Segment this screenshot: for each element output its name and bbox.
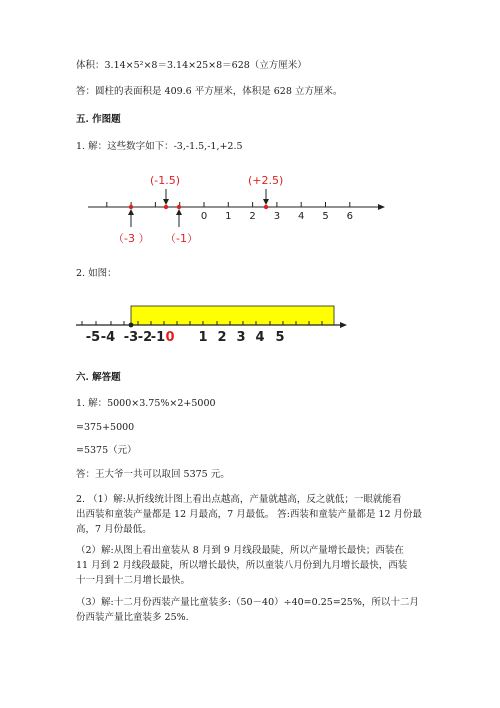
fig2-tick-label: -5 <box>85 330 101 345</box>
answer-1-line-2: =375+5000 <box>76 422 135 433</box>
answer-2-1-line-2: 出西装和童装产量都是 12 月最高，7 月最低。 答:西装和童装产量都是 12 月份最 <box>76 509 423 520</box>
answer-2-3-line-1: （3）解:十二月份西装产量比童装多:（50－40）÷40=0.25=25%，所以十二月 <box>76 597 419 608</box>
fig1-tick-label: 4 <box>298 211 305 222</box>
section-6-heading: 六. 解答题 <box>76 372 121 383</box>
answer-2-1-line-1: 2. （1）解:从折线统计图上看出点越高，产量就越高，反之就低；一眼就能看 <box>76 494 402 505</box>
fig2-tick-label: 5 <box>275 330 285 345</box>
fig2-tick-label: 0 <box>165 330 175 345</box>
label-pos2-5: (+2.5) <box>248 174 284 187</box>
answer-2-3-line-2: 份西装产量比童装多 25%. <box>76 612 189 623</box>
answer-1-line-3: =5375（元） <box>76 445 137 456</box>
answer-1-line-4: 答：王大爷一共可以取回 5375 元。 <box>76 469 230 480</box>
question-2-line: 2. 如图： <box>76 268 117 279</box>
answer-1-line-1: 1. 解：5000×3.75%×2+5000 <box>76 398 216 409</box>
fig2-tick-label: -4 <box>100 330 116 345</box>
bar-start-point <box>129 323 134 328</box>
fig1-tick-label: 2 <box>249 211 256 222</box>
fig2-tick-label: -1 <box>150 330 166 345</box>
fig1-tick-label: 3 <box>273 211 281 222</box>
section-5-heading: 五. 作图题 <box>76 114 121 125</box>
answer-line: 答：圆柱的表面积是 409.6 平方厘米，体积是 628 立方厘米。 <box>76 86 343 97</box>
answer-2-1-line-3: 高，7 月份最低。 <box>76 524 152 535</box>
fig2-tick-label: -3 <box>123 330 139 345</box>
answer-2-2-line-3: 十一月到十二月增长最快。 <box>76 575 191 586</box>
fig2-tick-label: 3 <box>236 330 246 345</box>
fig2-tick-label: 1 <box>198 330 208 345</box>
highlight-bar <box>131 306 334 325</box>
answer-2-2-line-2: 11 月到 2 月线段最陡，所以增长最快，所以童装八月份到九月增长最快，西装 <box>76 560 408 571</box>
fig2-tick-label: 4 <box>255 330 265 345</box>
fig1-tick-label: 0 <box>200 211 208 222</box>
question-1-line: 1. 解：这些数字如下：-3,-1.5,-1,+2.5 <box>76 141 243 152</box>
label-neg1-5: (-1.5) <box>150 174 181 187</box>
answer-2-2-line-1: （2）解:从图上看出童装从 8 月到 9 月线段最陡，所以产量增长最快；西装在 <box>76 545 404 556</box>
fig2-tick-label: -2 <box>137 330 153 345</box>
fig1-tick-label: 5 <box>322 211 329 222</box>
volume-line: 体积：3.14×5²×8＝3.14×25×8＝628（立方厘米） <box>76 60 307 71</box>
fig1-tick-label: 1 <box>225 211 232 222</box>
label-neg3: （-3 ） <box>113 232 150 245</box>
label-neg1: （-1） <box>165 232 198 245</box>
fig2-tick-label: 2 <box>217 330 227 345</box>
fig1-tick-label: 6 <box>346 211 353 222</box>
